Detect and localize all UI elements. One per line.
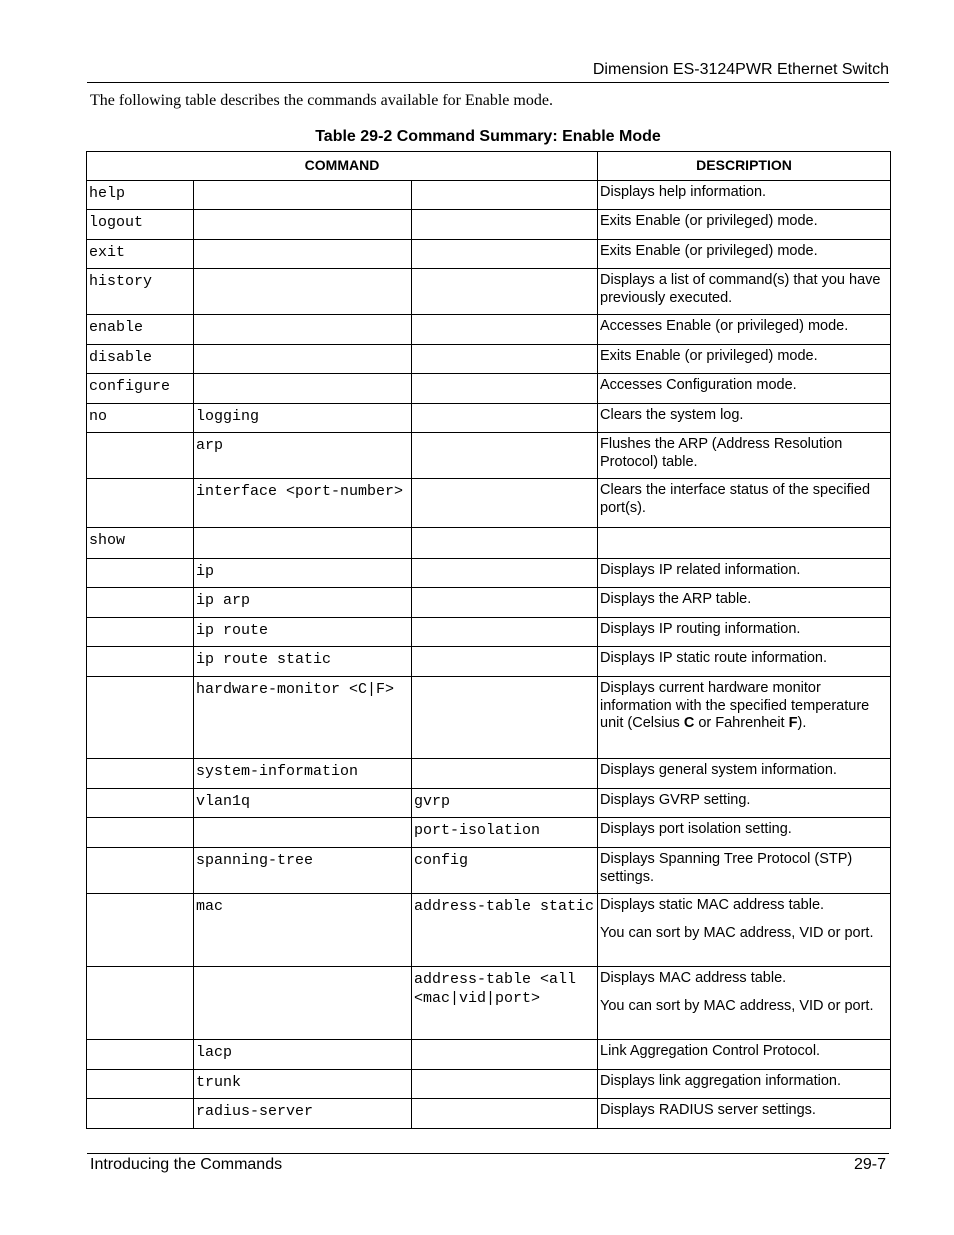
command-level-1-cell	[87, 967, 194, 1040]
command-level-1-cell	[87, 479, 194, 528]
description-cell	[598, 759, 891, 789]
command-level-3-cell: port-isolation	[412, 818, 598, 848]
command-level-2-cell: arp	[194, 433, 412, 479]
description-paragraph: Accesses Enable (or privileged) mode.	[600, 318, 849, 334]
command-level-1-cell	[87, 894, 194, 967]
description-cell	[598, 479, 891, 528]
table-row	[87, 894, 891, 967]
command-level-2-cell: interface <port-number>	[194, 479, 412, 528]
description-cell	[598, 240, 891, 269]
command-level-1-cell	[87, 677, 194, 759]
command-level-2-cell	[194, 181, 412, 210]
column-header-command: COMMAND	[87, 152, 598, 181]
description-paragraph: Displays current hardware monitor information with the specified temperature unit (Celsius C or Fahrenheit F).	[600, 680, 870, 731]
command-level-2-cell	[194, 528, 412, 559]
command-level-1-cell	[87, 759, 194, 789]
description-cell	[598, 528, 891, 559]
command-level-1-cell	[87, 789, 194, 818]
table-row	[87, 618, 891, 647]
description-cell	[598, 967, 891, 1040]
command-level-1-cell: disable	[87, 345, 194, 374]
description-paragraph: Accesses Configuration mode.	[600, 377, 797, 393]
description-cell	[598, 315, 891, 345]
page-header	[87, 60, 889, 83]
table-title: Table 29-2 Command Summary: Enable Mode	[315, 128, 661, 145]
table-row	[87, 818, 891, 848]
command-level-3-cell	[412, 1099, 598, 1129]
command-level-1-cell	[87, 1070, 194, 1099]
command-level-3-cell	[412, 240, 598, 269]
table-row	[87, 647, 891, 677]
table-row	[87, 404, 891, 433]
description-paragraph: Displays a list of command(s) that you have previously executed.	[600, 272, 881, 306]
command-table	[86, 151, 891, 1129]
command-level-2-cell: ip route static	[194, 647, 412, 677]
description-paragraph: You can sort by MAC address, VID or port.	[600, 924, 874, 941]
description-cell	[598, 345, 891, 374]
description-paragraph: Displays link aggregation information.	[600, 1073, 842, 1089]
command-level-2-cell: ip route	[194, 618, 412, 647]
command-level-1-cell	[87, 647, 194, 677]
table-row	[87, 345, 891, 374]
table-row	[87, 588, 891, 618]
description-paragraph: Displays IP routing information.	[600, 621, 801, 637]
table-body	[87, 181, 891, 1129]
command-level-2-cell: trunk	[194, 1070, 412, 1099]
command-level-3-cell: address-table static	[412, 894, 598, 967]
intro-text: The following table describes the commands available for Enable mode.	[90, 92, 553, 109]
table-header-row	[87, 152, 891, 181]
command-level-3-cell	[412, 433, 598, 479]
command-level-1-cell	[87, 618, 194, 647]
description-cell	[598, 818, 891, 848]
command-level-3-cell: address-table <all <mac|vid|port>	[412, 967, 598, 1040]
table-row	[87, 374, 891, 404]
table-row	[87, 210, 891, 240]
table-row	[87, 848, 891, 894]
command-level-1-cell: logout	[87, 210, 194, 240]
command-level-3-cell	[412, 315, 598, 345]
description-paragraph: Displays Spanning Tree Protocol (STP) settings.	[600, 851, 853, 885]
command-level-1-cell: exit	[87, 240, 194, 269]
command-level-3-cell	[412, 559, 598, 588]
description-paragraph: Clears the system log.	[600, 407, 744, 423]
description-paragraph: Displays port isolation setting.	[600, 821, 792, 837]
command-level-3-cell: gvrp	[412, 789, 598, 818]
description-cell	[598, 181, 891, 210]
page-number: 29-7	[853, 1156, 886, 1173]
description-cell	[598, 269, 891, 315]
table-row	[87, 789, 891, 818]
table-row	[87, 559, 891, 588]
table-row	[87, 269, 891, 315]
description-cell	[598, 374, 891, 404]
description-cell	[598, 210, 891, 240]
command-level-3-cell	[412, 1040, 598, 1070]
command-level-1-cell: help	[87, 181, 194, 210]
description-cell	[598, 588, 891, 618]
description-paragraph: Displays help information.	[600, 184, 767, 200]
description-paragraph: Displays IP static route information.	[600, 650, 828, 666]
description-paragraph: Displays RADIUS server settings.	[600, 1102, 816, 1118]
table-row	[87, 1070, 891, 1099]
description-paragraph: You can sort by MAC address, VID or port.	[600, 997, 874, 1014]
command-level-2-cell: ip arp	[194, 588, 412, 618]
command-level-3-cell	[412, 677, 598, 759]
page-footer	[87, 1153, 889, 1173]
command-level-1-cell	[87, 848, 194, 894]
description-cell	[598, 1070, 891, 1099]
command-level-2-cell: radius-server	[194, 1099, 412, 1129]
table-row	[87, 433, 891, 479]
command-level-2-cell: vlan1q	[194, 789, 412, 818]
table-row	[87, 1040, 891, 1070]
header-title: Dimension ES-3124PWR Ethernet Switch	[592, 61, 889, 78]
column-header-description: DESCRIPTION	[598, 152, 891, 181]
command-level-1-cell	[87, 1099, 194, 1129]
command-level-1-cell: enable	[87, 315, 194, 345]
description-cell	[598, 789, 891, 818]
description-cell	[598, 404, 891, 433]
command-level-1-cell: configure	[87, 374, 194, 404]
description-cell	[598, 1099, 891, 1129]
description-paragraph: Displays static MAC address table.	[600, 897, 825, 913]
command-level-2-cell: ip	[194, 559, 412, 588]
description-cell	[598, 559, 891, 588]
command-level-1-cell: history	[87, 269, 194, 315]
command-level-3-cell	[412, 479, 598, 528]
command-level-3-cell	[412, 618, 598, 647]
description-cell	[598, 894, 891, 967]
description-cell	[598, 647, 891, 677]
table-row	[87, 759, 891, 789]
command-level-2-cell	[194, 345, 412, 374]
table-row	[87, 1099, 891, 1129]
command-level-1-cell	[87, 559, 194, 588]
command-level-3-cell	[412, 1070, 598, 1099]
command-level-2-cell: logging	[194, 404, 412, 433]
command-level-3-cell	[412, 759, 598, 789]
command-level-2-cell: hardware-monitor <C|F>	[194, 677, 412, 759]
command-level-3-cell	[412, 374, 598, 404]
command-level-2-cell: spanning-tree	[194, 848, 412, 894]
table-row	[87, 677, 891, 759]
description-paragraph: Displays MAC address table.	[600, 970, 787, 986]
description-paragraph: Displays IP related information.	[600, 562, 801, 578]
description-cell	[598, 848, 891, 894]
description-paragraph: Exits Enable (or privileged) mode.	[600, 243, 818, 259]
command-level-1-cell: show	[87, 528, 194, 559]
description-paragraph: Exits Enable (or privileged) mode.	[600, 348, 818, 364]
command-level-2-cell	[194, 269, 412, 315]
table-row	[87, 528, 891, 559]
footer-section-title: Introducing the Commands	[90, 1156, 283, 1173]
command-level-3-cell	[412, 210, 598, 240]
command-level-2-cell: lacp	[194, 1040, 412, 1070]
description-paragraph: Exits Enable (or privileged) mode.	[600, 213, 818, 229]
command-level-2-cell	[194, 818, 412, 848]
description-paragraph: Displays GVRP setting.	[600, 792, 751, 808]
description-cell	[598, 1040, 891, 1070]
description-paragraph: Clears the interface status of the specified port(s).	[600, 482, 871, 516]
command-level-2-cell: system-information	[194, 759, 412, 789]
command-level-3-cell	[412, 404, 598, 433]
table-row	[87, 315, 891, 345]
table-row	[87, 181, 891, 210]
command-level-2-cell	[194, 210, 412, 240]
command-level-1-cell	[87, 433, 194, 479]
command-level-3-cell	[412, 528, 598, 559]
command-level-3-cell: config	[412, 848, 598, 894]
description-paragraph: Flushes the ARP (Address Resolution Protocol) table.	[600, 436, 843, 470]
command-level-2-cell	[194, 240, 412, 269]
description-cell	[598, 618, 891, 647]
description-paragraph: Displays general system information.	[600, 762, 837, 778]
description-cell	[598, 677, 891, 759]
table-row	[87, 479, 891, 528]
command-level-1-cell	[87, 818, 194, 848]
command-level-1-cell	[87, 588, 194, 618]
command-level-1-cell	[87, 1040, 194, 1070]
description-cell	[598, 433, 891, 479]
description-paragraph: Displays the ARP table.	[600, 591, 752, 607]
command-level-3-cell	[412, 647, 598, 677]
command-level-3-cell	[412, 588, 598, 618]
table-row	[87, 967, 891, 1040]
command-level-2-cell	[194, 374, 412, 404]
command-level-3-cell	[412, 345, 598, 374]
command-level-2-cell	[194, 967, 412, 1040]
command-level-3-cell	[412, 181, 598, 210]
description-paragraph: Link Aggregation Control Protocol.	[600, 1043, 821, 1059]
table-row	[87, 240, 891, 269]
command-level-2-cell: mac	[194, 894, 412, 967]
command-level-3-cell	[412, 269, 598, 315]
command-level-1-cell: no	[87, 404, 194, 433]
command-level-2-cell	[194, 315, 412, 345]
